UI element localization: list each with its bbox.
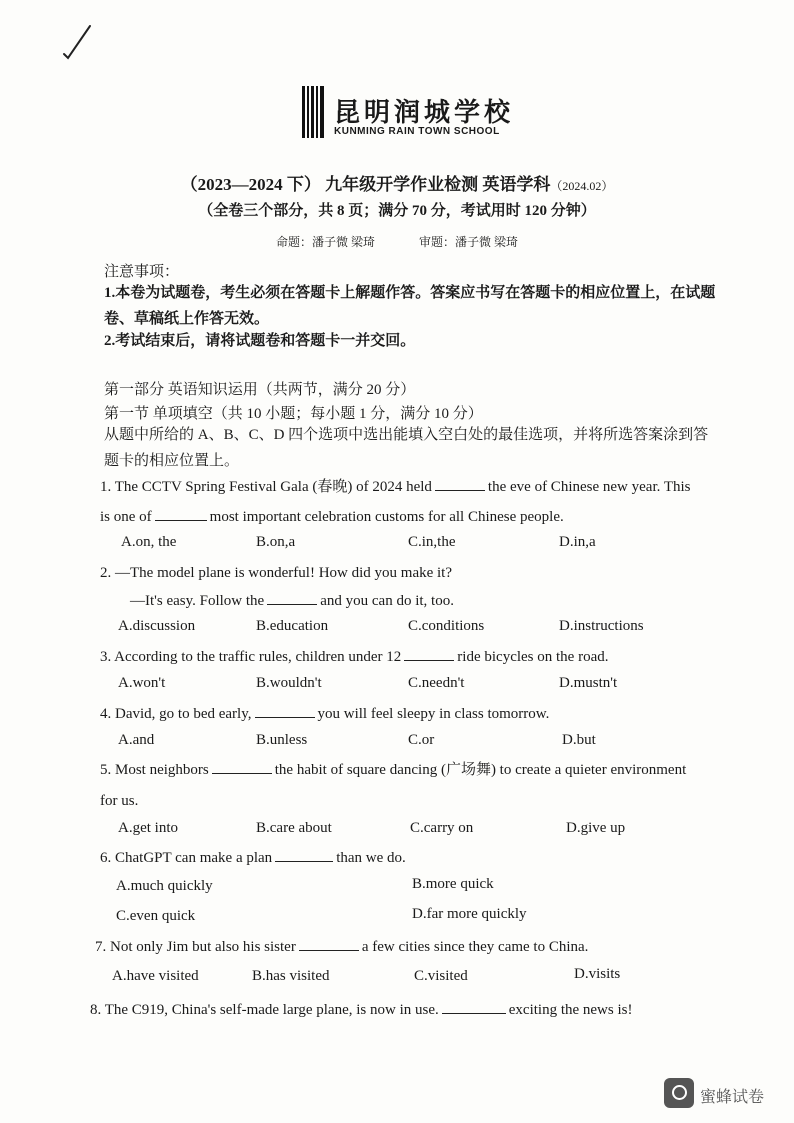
notes-heading: 注意事项： (104, 264, 180, 280)
q3-text-a: 3. According to the traffic rules, children under 12 (100, 649, 402, 665)
q1-option-a: A.on, the (121, 534, 177, 550)
q5-text-b: the habit of square dancing (广场舞) to create a quieter environment (274, 762, 687, 778)
school-logo-icon (302, 86, 326, 138)
q5-option-a: A.get into (118, 820, 178, 836)
q7-option-a: A.have visited (112, 968, 199, 984)
q7-text-b: a few cities since they came to China. (361, 939, 589, 955)
q1-text-b: the eve of Chinese new year. This (487, 479, 691, 495)
exam-subtitle: （全卷三个部分，共 8 页；满分 70 分，考试用时 120 分钟） (198, 203, 596, 219)
q2-text-a: 2. —The model plane is wonderful! How did you make it? (100, 565, 453, 581)
answer-blank (155, 506, 207, 521)
school-name-cn: 昆明润城学校 (334, 98, 515, 128)
answer-blank (255, 703, 315, 718)
question-2 (100, 558, 740, 588)
q4-option-c: C.or (408, 732, 435, 748)
answer-blank (267, 590, 317, 605)
answer-blank (442, 999, 506, 1014)
notes-item-1: 1.本卷为试题卷，考生必须在答题卡上解题作答。答案应书写在答题卡的相应位置上，在试题卷、草稿纸上作答无效。 (104, 285, 716, 327)
part1-heading: 第一部分 英语知识运用（共两节，满分 20 分） (104, 382, 416, 398)
question-4 (100, 699, 740, 729)
section1-heading: 第一节 单项填空（共 10 小题；每小题 1 分，满分 10 分） (104, 406, 483, 422)
q3-text-b: ride bicycles on the road. (457, 649, 609, 665)
question-7 (95, 932, 735, 962)
question-1-cont (100, 502, 740, 532)
q7-option-d: D.visits (574, 966, 621, 982)
exam-title (0, 170, 794, 195)
q2-option-c: C.conditions (408, 618, 485, 634)
q5-option-b: B.care about (256, 820, 332, 836)
q4-option-d: D.but (562, 732, 596, 748)
q1-text-d: most important celebration customs for all Chinese people. (209, 509, 564, 525)
q6-option-d: D.far more quickly (412, 906, 527, 922)
question-1 (100, 472, 740, 502)
q1-option-c: C.in,the (408, 534, 456, 550)
question-6 (100, 843, 740, 873)
q6-option-a: A.much quickly (116, 878, 213, 894)
setter: 命题：潘子微 梁琦 (275, 235, 375, 249)
question-5-cont (100, 786, 740, 816)
q2-text-b: —It's easy. Follow the (130, 593, 265, 609)
magnifier-icon (664, 1078, 694, 1108)
watermark-text: 蜜蜂试卷 (700, 1087, 765, 1106)
reviewer: 审题：潘子微 梁琦 (419, 235, 519, 249)
q6-text-b: than we do. (336, 850, 406, 866)
q1-text-a: 1. The CCTV Spring Festival Gala (春晚) of 2024 held (100, 479, 432, 495)
q6-option-b: B.more quick (412, 876, 494, 892)
q5-option-d: D.give up (566, 820, 626, 836)
q1-option-d: D.in,a (559, 534, 596, 550)
q5-text-c: for us. (100, 793, 139, 809)
school-name-en: KUNMING RAIN TOWN SCHOOL (334, 126, 500, 137)
q4-option-a: A.and (118, 732, 155, 748)
q2-option-a: A.discussion (118, 618, 196, 634)
exam-authors (0, 233, 794, 250)
q8-text-a: 8. The C919, China's self-made large plane, is now in use. (90, 1002, 439, 1018)
q7-option-b: B.has visited (252, 968, 330, 984)
q4-text-b: you will feel sleepy in class tomorrow. (317, 706, 550, 722)
answer-blank (212, 759, 272, 774)
q7-option-c: C.visited (414, 968, 468, 984)
q3-option-d: D.mustn't (559, 675, 618, 691)
q2-option-d: D.instructions (559, 618, 644, 634)
q8-text-b: exciting the news is! (508, 1002, 633, 1018)
q7-text-a: 7. Not only Jim but also his sister (95, 939, 296, 955)
q4-text-a: 4. David, go to bed early, (100, 706, 252, 722)
question-5 (100, 755, 740, 785)
exam-date: （2024.02） (550, 179, 614, 193)
q4-option-b: B.unless (256, 732, 308, 748)
q2-text-c: and you can do it, too. (320, 593, 454, 609)
question-3 (100, 642, 740, 672)
answer-blank (404, 646, 454, 661)
q5-text-a: 5. Most neighbors (100, 762, 209, 778)
q6-option-c: C.even quick (116, 908, 196, 924)
notes-item-2: 2.考试结束后，请将试题卷和答题卡一并交回。 (104, 333, 416, 349)
question-8 (90, 995, 730, 1025)
q3-option-a: A.won't (118, 675, 166, 691)
q1-option-b: B.on,a (256, 534, 296, 550)
answer-blank (299, 936, 359, 951)
q6-text-a: 6. ChatGPT can make a plan (100, 850, 273, 866)
q2-option-b: B.education (256, 618, 329, 634)
answer-blank (275, 847, 333, 862)
q3-option-c: C.needn't (408, 675, 465, 691)
checkmark-icon (58, 22, 98, 62)
answer-blank (435, 476, 485, 491)
section1-instruction: 从题中所给的 A、B、C、D 四个选项中选出能填入空白处的最佳选项，并将所选答案涂到答题卡的相应位置上。 (104, 427, 709, 469)
exam-title-text: （2023—2024 下） 九年级开学作业检测 英语学科 (180, 175, 551, 194)
q5-option-c: C.carry on (410, 820, 474, 836)
q1-text-c: is one of (100, 509, 152, 525)
q3-option-b: B.wouldn't (256, 675, 322, 691)
question-2-cont (130, 586, 770, 616)
